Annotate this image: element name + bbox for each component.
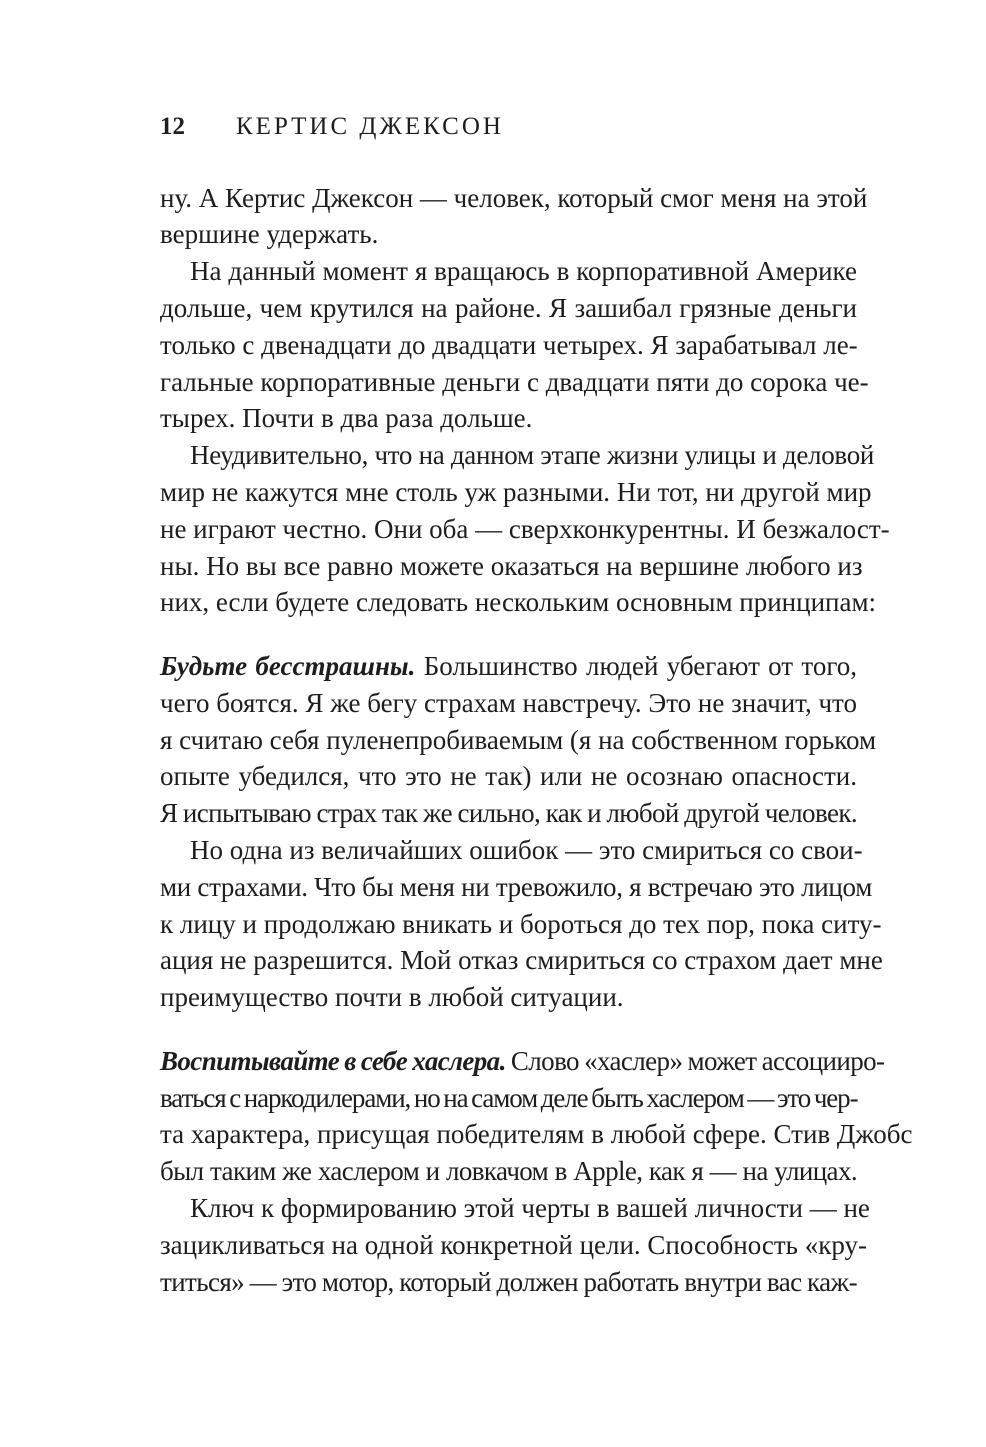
text-line: вершине удержать. (160, 219, 379, 249)
section-lead-line (160, 1043, 885, 1079)
text-line: был таким же хаслером и ловкачом в Apple, как я — на улицах. (160, 1156, 857, 1186)
text-line: ация не разрешится. Мой отказ смириться со страхом дает мне (160, 945, 883, 975)
text-line: к лицу и продолжаю вникать и бороться до тех пор, пока ситу- (160, 909, 882, 939)
text-line: ваться с наркодилерами, но на самом деле быть хаслером — это чер- (160, 1083, 858, 1113)
text-line: На данный момент я вращаюсь в корпоративной Америке (190, 256, 857, 286)
text-line: титься» — это мотор, который должен работать внутри вас каж- (160, 1267, 857, 1297)
text-line: не играют честно. Они оба — сверхконкурентны. И безжалост- (160, 514, 890, 544)
text-line-rest: Слово «хаслер» может ассоцииро- (505, 1046, 885, 1076)
text-line: дольше, чем крутился на районе. Я зашибал грязные деньги (160, 293, 857, 323)
text-line: Я испытываю страх так же сильно, как и любой другой человек. (160, 798, 857, 828)
text-line: ны. Но вы все равно можете оказаться на вершине любого из (160, 551, 863, 581)
text-line: чего боятся. Я же бегу страхам навстречу. Это не значит, что (160, 688, 857, 718)
text-line: мир не кажутся мне столь уж разными. Ни тот, ни другой мир (160, 477, 872, 507)
text-line: гальные корпоративные деньги с двадцати пяти до сорока че- (160, 367, 869, 397)
running-header (160, 112, 504, 142)
section-lead-fearless: Будьте бесстрашны. (160, 651, 416, 681)
section-lead-hustler: Воспитывайте в себе хаслера. (160, 1046, 506, 1076)
text-line: зацикливаться на одной конкретной цели. Способность «кру- (160, 1230, 867, 1260)
text-line: Неудивительно, что на данном этапе жизни улицы и деловой (190, 440, 875, 470)
text-line: преимущество почти в любой ситуации. (160, 982, 624, 1012)
text-line: опыте убедился, что это не так) или не осознаю опасности. (160, 761, 857, 791)
text-line-rest: Большинство людей убегают от того, (415, 651, 857, 681)
text-line: ну. А Кертис Джексон — человек, который смог меня на этой (160, 183, 868, 213)
text-line: них, если будете следовать нескольким основным принципам: (160, 587, 877, 617)
section-lead-line (160, 648, 857, 684)
text-line: тырех. Почти в два раза дольше. (160, 403, 533, 433)
running-header-author: КЕРТИС ДЖЕКСОН (236, 113, 504, 140)
text-line: та характера, присущая победителям в любой сфере. Стив Джобс (160, 1119, 913, 1149)
text-line: только с двенадцати до двадцати четырех. Я зарабатывал ле- (160, 330, 858, 360)
text-line: я считаю себя пуленепробиваемым (я на собственном горьком (160, 725, 877, 755)
text-line: ми страхами. Что бы меня ни тревожило, я встречаю это лицом (160, 872, 873, 902)
text-line: Но одна из величайших ошибок — это смириться со свои- (190, 835, 863, 865)
page-number: 12 (160, 113, 185, 140)
text-line: Ключ к формированию этой черты в вашей личности — не (190, 1193, 870, 1223)
